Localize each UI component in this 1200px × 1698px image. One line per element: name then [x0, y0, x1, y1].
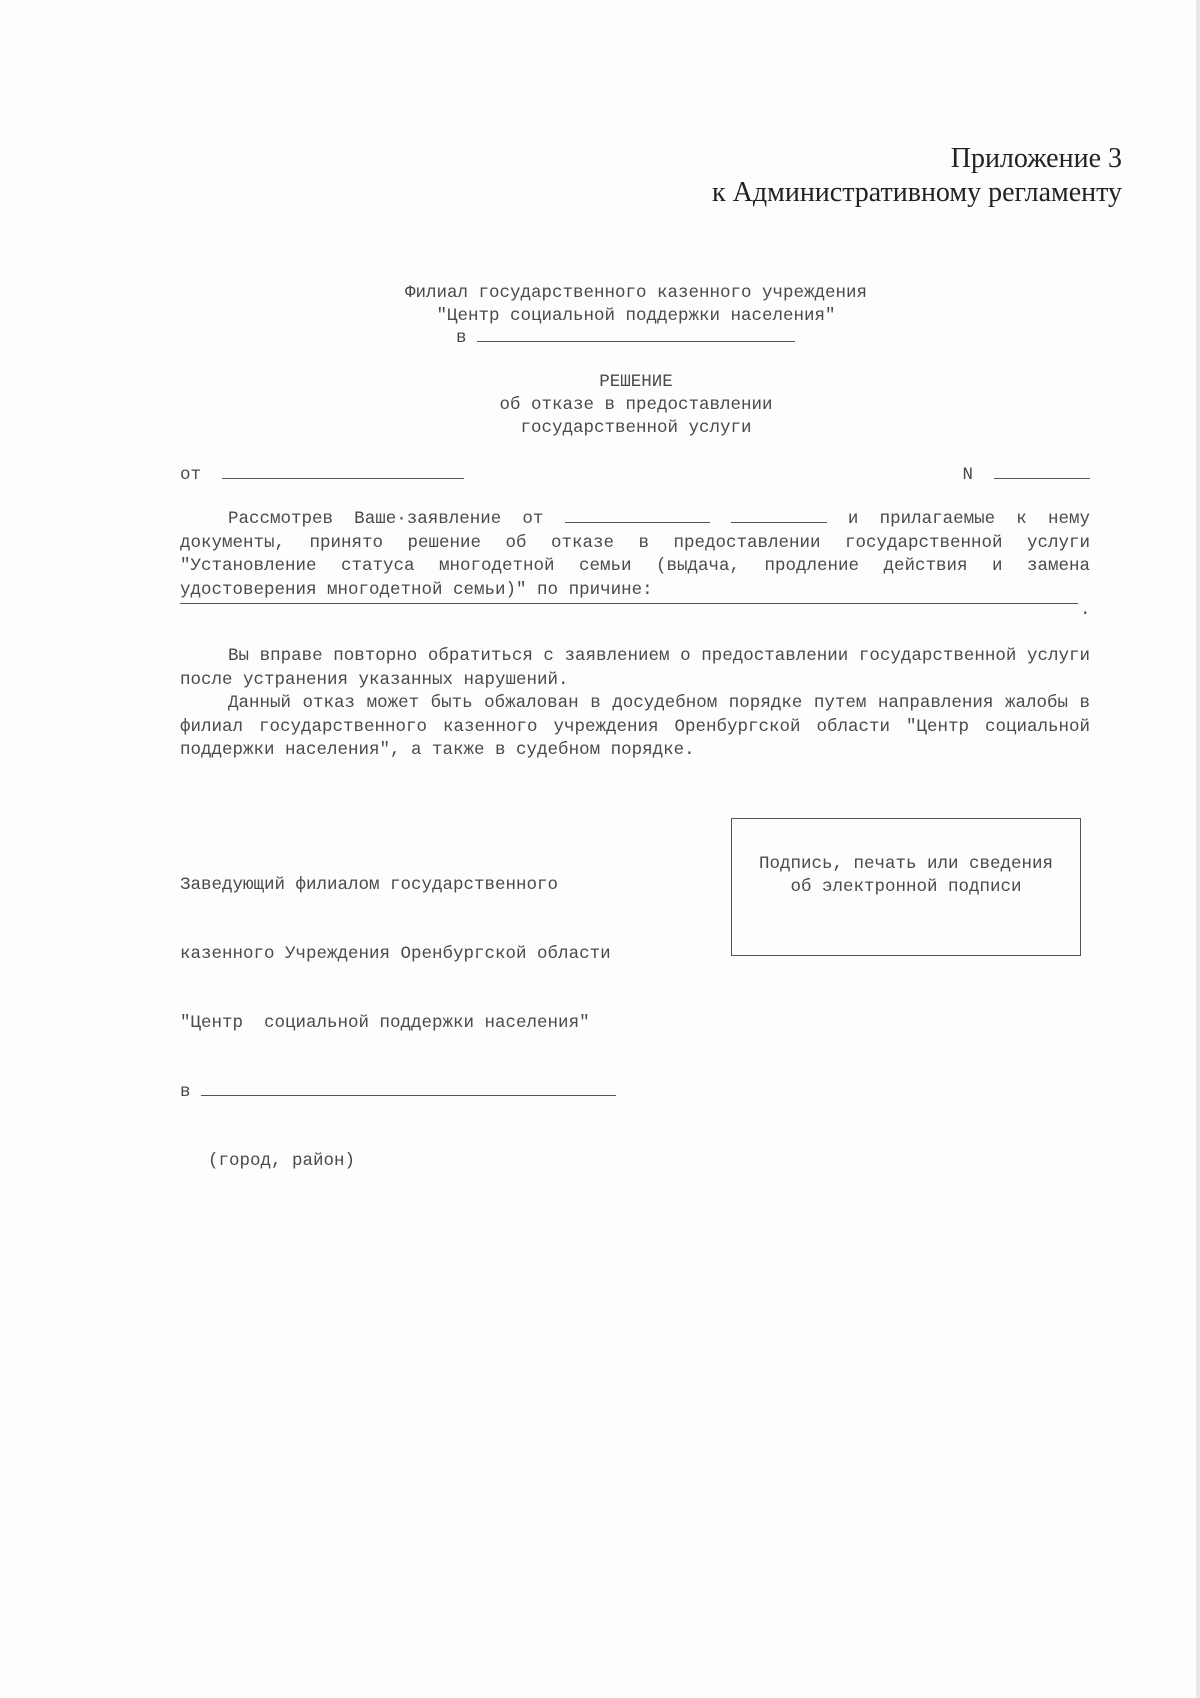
signatory-line-2: казенного Учреждения Оренбургской области [180, 944, 611, 964]
signatory-block [180, 828, 616, 1219]
decision-heading [180, 371, 1092, 440]
org-location-row [456, 325, 795, 348]
appendix-header [712, 142, 1122, 210]
paragraph-refusal [180, 506, 1090, 602]
signatory-location-blank [201, 1081, 616, 1096]
application-date-blank [565, 506, 710, 523]
decision-subtitle-2: государственной услуги [520, 418, 752, 438]
p1-rest: документы, принято решение об отказе в предоставлении государственной услуги "Установление статуса многодетной семьи (выдача, продление действия и замена удостоверения многодетной семьи)" по причине: [180, 532, 1090, 600]
appendix-line-1: Приложение 3 [950, 143, 1122, 174]
org-line-2: "Центр социальной поддержки населения" [436, 306, 836, 326]
signatory-line-3: "Центр социальной поддержки населения" [180, 1013, 590, 1033]
scan-edge [1196, 0, 1200, 1698]
signature-stamp-box [731, 818, 1081, 956]
signatory-line-1: Заведующий филиалом государственного [180, 875, 559, 895]
decision-title: РЕШЕНИЕ [599, 372, 673, 392]
p3-text: Данный отказ может быть обжалован в досудебном порядке путем направления жалобы в филиал государственного казенного учреждения Оренбургской области "Центр социальной поддержки населения", а также в судебном порядке. [180, 693, 1090, 760]
decision-subtitle-1: об отказе в предоставлении [499, 395, 773, 415]
org-location-blank [477, 325, 795, 342]
reason-blank [180, 603, 1078, 604]
date-number-row [180, 462, 1090, 486]
reason-end-dot: . [1080, 600, 1091, 620]
p1-start: Рассмотрев Ваше·заявление от [228, 509, 544, 529]
signatory-location-prefix: в [180, 1082, 191, 1102]
paragraph-appeal [180, 645, 1090, 763]
p2-text: Вы вправе повторно обратиться с заявлением о предоставлении государственной услуги после устранения указанных нарушений. [180, 646, 1090, 690]
signatory-location-row [180, 1081, 616, 1104]
stamp-box-line-2: об электронной подписи [790, 877, 1022, 897]
application-number-blank [731, 506, 827, 523]
date-field [180, 462, 464, 485]
org-line-1: Филиал государственного казенного учреждения [404, 283, 868, 303]
number-label: N [962, 465, 973, 485]
org-location-prefix: в [456, 328, 467, 348]
city-hint: (город, район) [208, 1151, 356, 1171]
date-label: от [180, 465, 202, 485]
stamp-box-line-1: Подпись, печать или сведения [758, 854, 1054, 874]
number-field [962, 462, 1090, 485]
p1-end: и прилагаемые к нему [847, 509, 1090, 529]
number-blank [994, 462, 1090, 479]
organization-block [180, 282, 1092, 328]
date-blank [222, 462, 464, 479]
appendix-line-2: к Административному регламенту [712, 177, 1122, 208]
